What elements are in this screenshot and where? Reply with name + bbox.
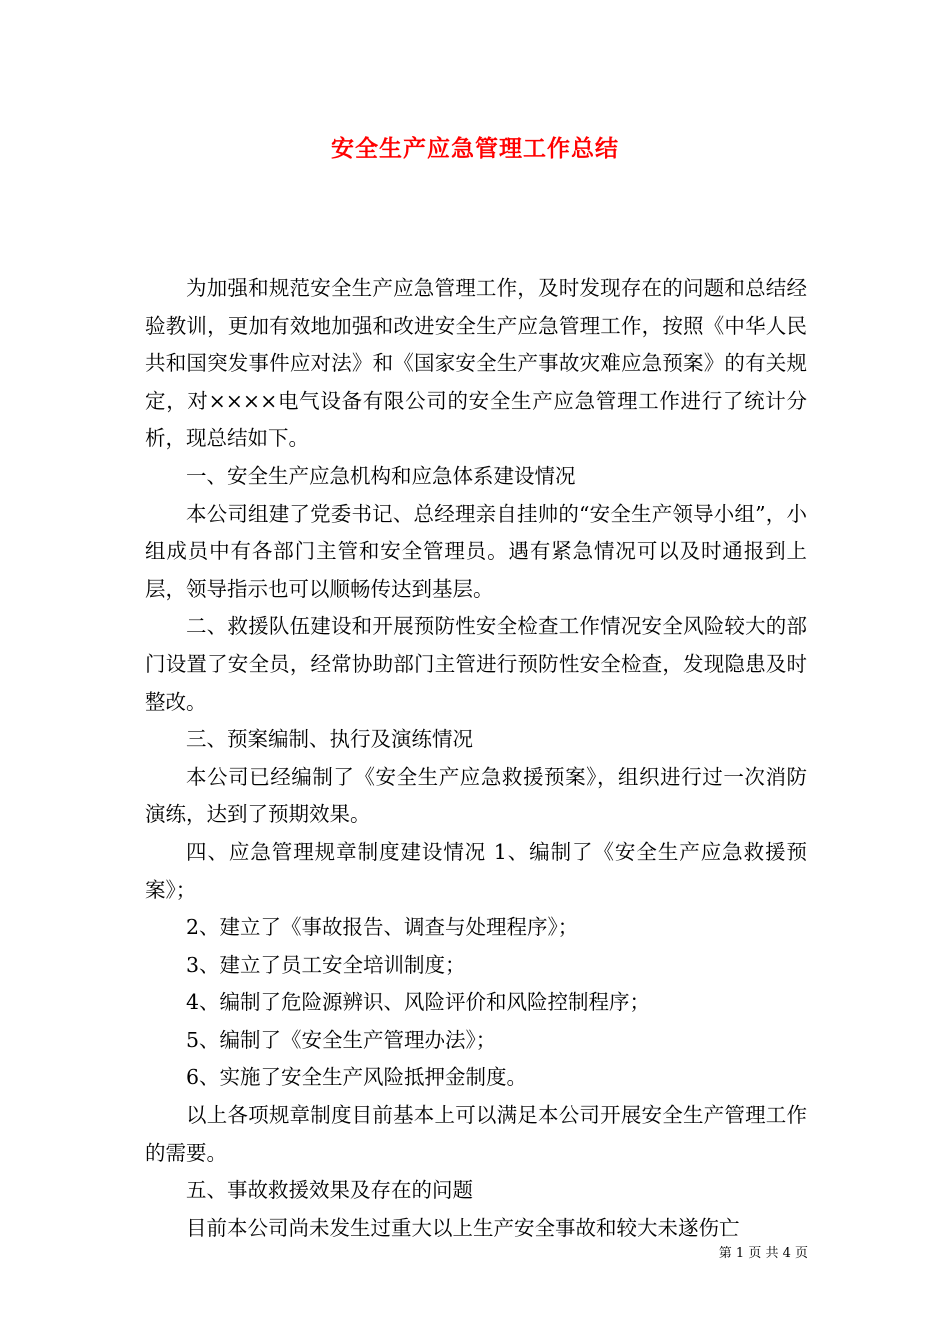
list-item-3: 3、建立了员工安全培训制度； [186,952,466,977]
section-1-paragraph: 本公司组建了党委书记、总经理亲自挂帅的“安全生产领导小组”，小组成员中有各部门主管和安全管理员。遇有紧急情况可以及时通报到上层，领导指示也可以顺畅传达到基层。 [145,501,807,601]
section-heading-5: 五、事故救援效果及存在的问题 [186,1178,473,1203]
list-item-2: 2、建立了《事故报告、调查与处理程序》； [186,915,579,940]
section-5-paragraph: 目前本公司尚未发生过重大以上生产安全事故和较大未遂伤亡 [186,1215,740,1240]
list-item-4: 4、编制了危险源辨识、风险评价和风险控制程序； [186,990,651,1015]
section-heading-2: 二、救援队伍建设和开展预防性安全检查工作情况安全风险较大的部门设置了安全员，经常协助部门主管进行预防性安全检查，发现隐患及时整改。 [145,614,807,714]
page-number-footer: 第 1 页 共 4 页 [718,1246,808,1261]
section-3-paragraph: 本公司已经编制了《安全生产应急救援预案》，组织进行过一次消防演练，达到了预期效果。 [145,764,807,827]
section-4-summary: 以上各项规章制度目前基本上可以满足本公司开展安全生产管理工作的需要。 [145,1103,807,1165]
section-heading-3: 三、预案编制、执行及演练情况 [186,727,473,752]
intro-paragraph: 为加强和规范安全生产应急管理工作，及时发现存在的问题和总结经验教训，更加有效地加强和改进安全生产应急管理工作，按照《中华人民共和国突发事件应对法》和《国家安全生产事故灾难应急预案》的有关规定，对××××电气设备有限公司的安全生产应急管理工作进行了统计分析，现总结如下。 [145,276,807,451]
document-title: 安全生产应急管理工作总结 [331,135,619,162]
section-heading-1: 一、安全生产应急机构和应急体系建设情况 [186,463,576,488]
list-item-6: 6、实施了安全生产风险抵押金制度。 [186,1065,528,1090]
document-body [145,270,807,1247]
section-heading-4: 四、应急管理规章制度建设情况 1、编制了《安全生产应急救援预案》； [145,839,807,902]
list-item-5: 5、编制了《安全生产管理办法》； [186,1027,497,1052]
